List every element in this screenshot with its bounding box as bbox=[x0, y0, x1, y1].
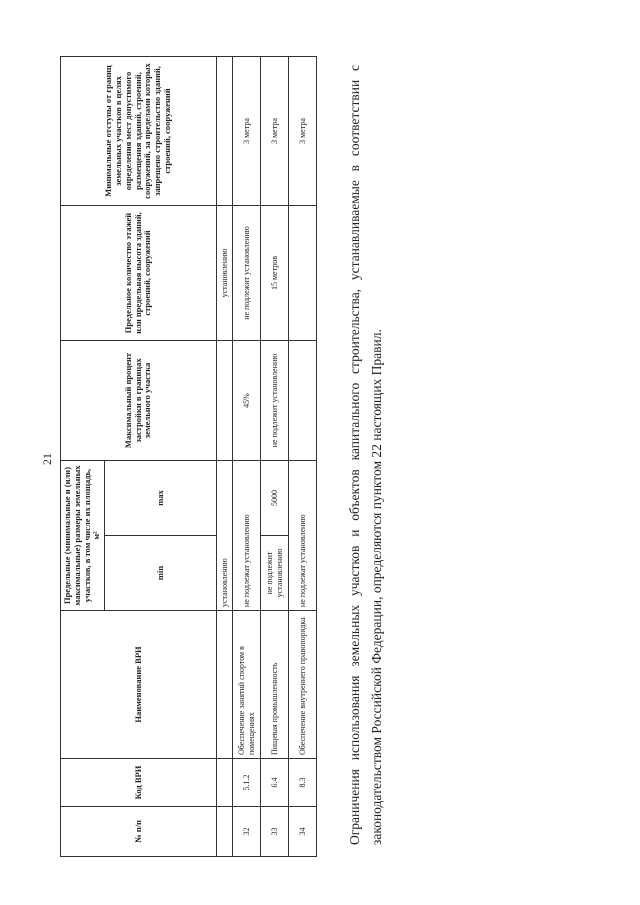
row-floors: 15 метров bbox=[261, 206, 289, 341]
header-floors: Предельное количество этажей или предельная высота зданий, строений, сооружений bbox=[61, 206, 217, 341]
row-name: Пищевая промышленность bbox=[261, 611, 289, 759]
row-setback: 3 метра bbox=[289, 57, 317, 206]
row-num: 34 bbox=[289, 807, 317, 857]
header-min: min bbox=[105, 536, 217, 611]
band-sizes: установлению bbox=[217, 461, 233, 611]
row-code: 8.3 bbox=[289, 759, 317, 807]
page-number: 21 bbox=[40, 453, 54, 465]
row-sizes: не подлежат установлению bbox=[289, 461, 317, 611]
header-setback: Минимальные отступы от границ земельных участков в целях определения мест допустимого размещения зданий, строений, сооружений, за пределами которых запрещено строительство зданий, строений, сооружений bbox=[61, 57, 217, 206]
row-floors: не подлежит установлению bbox=[233, 206, 261, 341]
row-setback: 3 метра bbox=[233, 57, 261, 206]
row-code: 6.4 bbox=[261, 759, 289, 807]
table-row bbox=[289, 57, 317, 857]
band-cell bbox=[217, 611, 233, 759]
header-percent: Максимальный процент застройки в границах земельного участка bbox=[61, 341, 217, 461]
header-code: Код ВРИ bbox=[61, 759, 217, 807]
header-name: Наименование ВРИ bbox=[61, 611, 217, 759]
row-num: 32 bbox=[233, 807, 261, 857]
row-sizes: не подлежат установлению bbox=[233, 461, 261, 611]
regulations-table bbox=[60, 56, 317, 857]
band-cell bbox=[217, 759, 233, 807]
band-cell bbox=[217, 341, 233, 461]
row-name: Обеспечение занятий спортом в помещениях bbox=[233, 611, 261, 759]
row-max: 5000 bbox=[261, 461, 289, 536]
row-code: 5.1.2 bbox=[233, 759, 261, 807]
row-percent: 45% bbox=[233, 341, 261, 461]
band-floors: установлению bbox=[217, 206, 233, 341]
row-percent bbox=[289, 341, 317, 461]
table-row bbox=[233, 57, 261, 857]
band-cell bbox=[217, 807, 233, 857]
band-cell bbox=[217, 57, 233, 206]
table-row bbox=[261, 57, 289, 857]
row-num: 33 bbox=[261, 807, 289, 857]
row-floors bbox=[289, 206, 317, 341]
header-num: № п/п bbox=[61, 807, 217, 857]
row-setback: 3 метра bbox=[261, 57, 289, 206]
row-min: не подлежит установлению bbox=[261, 536, 289, 611]
row-name: Обеспечение внутреннего правопорядка bbox=[289, 611, 317, 759]
header-max: max bbox=[105, 461, 217, 536]
row-percent: не подлежит установлению bbox=[261, 341, 289, 461]
header-size-group: Предельные (минимальные и (или) максимальные) размеры земельных участков, в том числе их площадь, м² bbox=[61, 461, 105, 611]
restrictions-note: Ограничения использования земельных участков и объектов капитального строительства, устанавливаемые в соответствии с законодательством Российской Федерации, определяются пунктом 22 настоящих Правил. bbox=[346, 65, 385, 845]
